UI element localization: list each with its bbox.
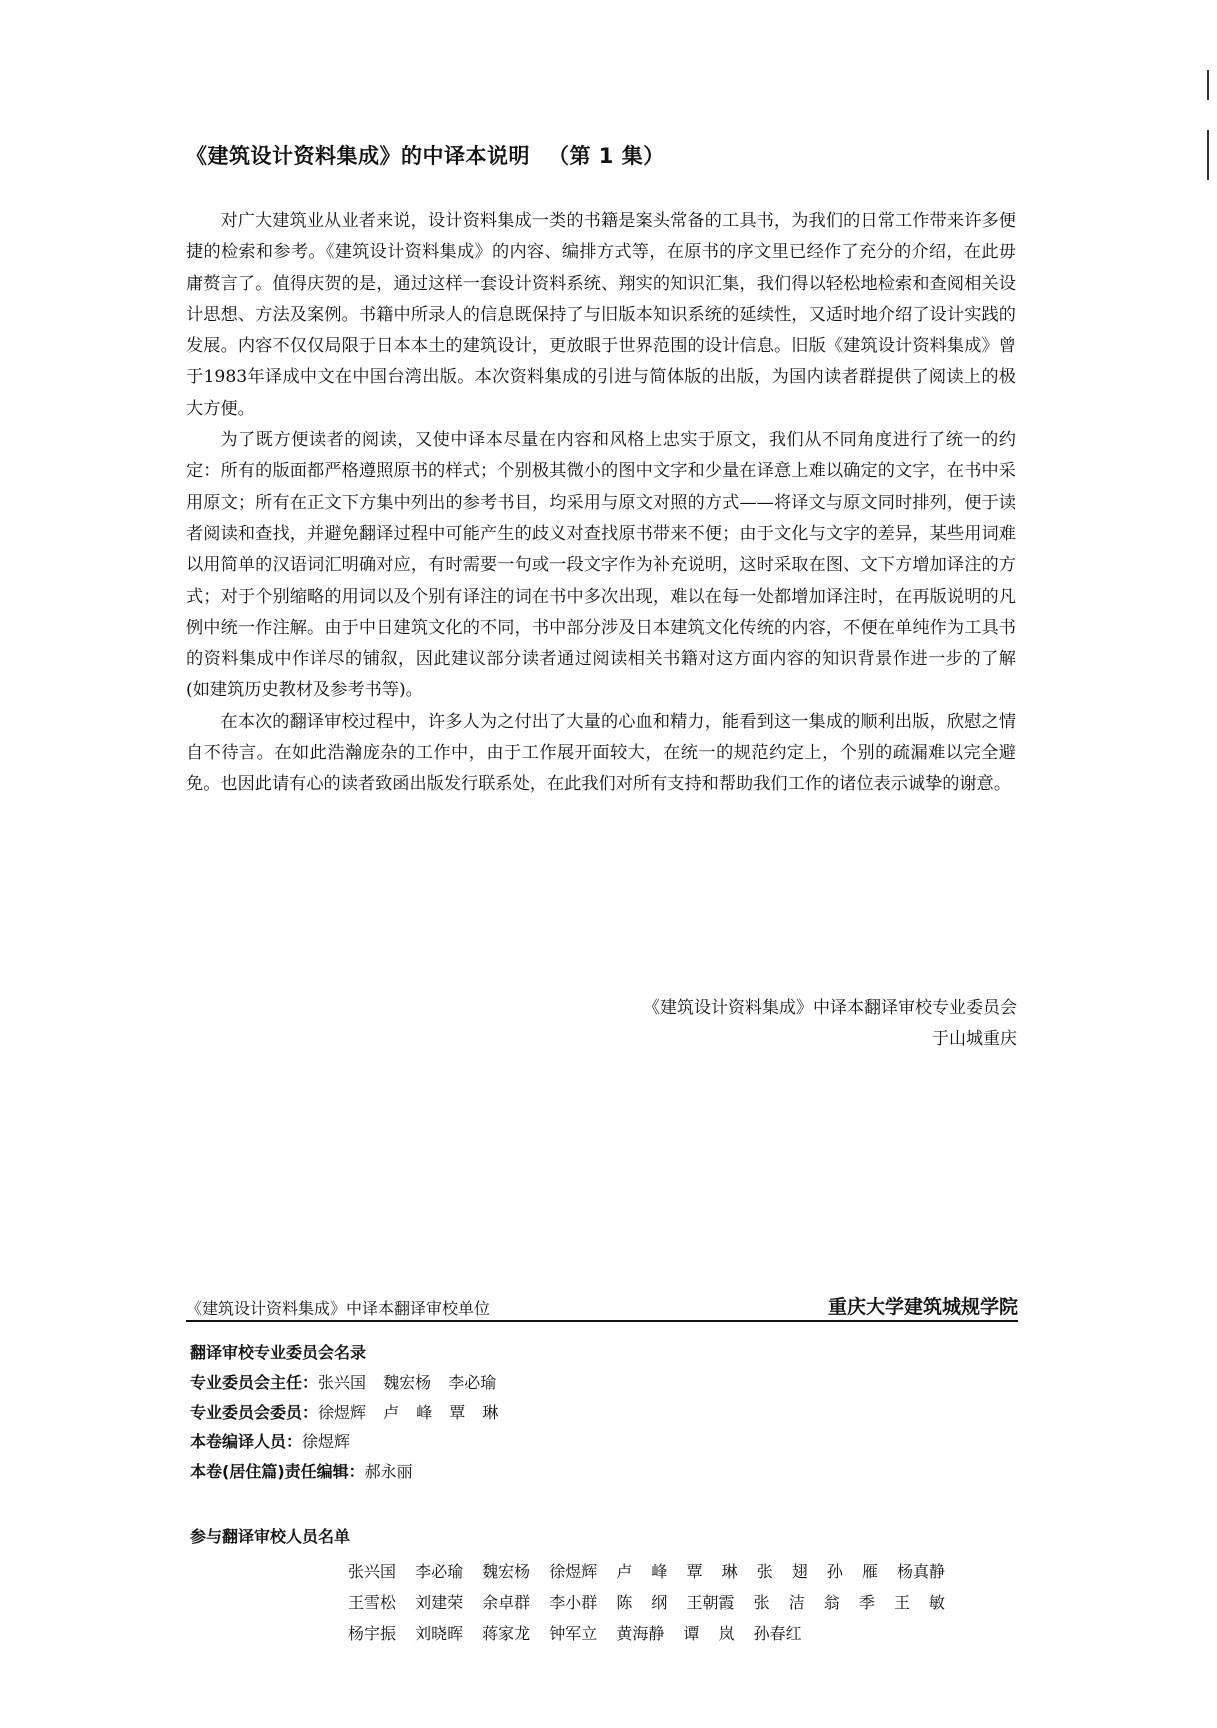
unit-name: 重庆大学建筑城规学院 bbox=[827, 1296, 1018, 1318]
names-line: 张兴国 李必瑜 魏宏杨 徐煜辉 卢 峰 覃 琳 张 翅 孙 雁 杨真静 bbox=[348, 1562, 946, 1581]
scan-edge-mark bbox=[1207, 70, 1209, 100]
row-label: 专业委员会主任： bbox=[190, 1373, 319, 1392]
row-label: 本卷(居住篇)责任编辑： bbox=[190, 1461, 365, 1481]
committee-row bbox=[190, 1427, 498, 1457]
row-value: 徐煜辉 bbox=[302, 1432, 351, 1451]
paragraph: 在本次的翻译审校过程中，许多人为之付出了大量的心血和精力，能看到这一集成的顺利出版，欣慰之情自不待言。在如此浩瀚庞杂的工作中，由于工作展开面较大，在统一的规范约定上，个别的疏漏难以完全避免。也因此请有心的读者致函出版发行联系处，在此我们对所有支持和帮助我们工作的诸位表示诚挚的谢意。 bbox=[186, 711, 1016, 795]
translation-unit-bar bbox=[186, 1292, 1018, 1322]
signature-committee: 《建筑设计资料集成》中译本翻译审校专业委员会 bbox=[643, 998, 1017, 1018]
title-volume: （第 1 集） bbox=[548, 144, 665, 168]
scan-edge-mark bbox=[1207, 130, 1209, 180]
row-value: 张兴国 魏宏杨 李必瑜 bbox=[318, 1373, 497, 1392]
title-main: 《建筑设计资料集成》的中译本说明 bbox=[186, 144, 530, 168]
body-text bbox=[186, 206, 1016, 801]
signature bbox=[643, 993, 1017, 1055]
signature-place: 于山城重庆 bbox=[932, 1029, 1017, 1049]
committee-heading: 翻译审校专业委员会名录 bbox=[190, 1343, 367, 1362]
names-line: 杨宇振 刘晓晖 蒋家龙 钟军立 黄海静 谭 岚 孙春红 bbox=[348, 1624, 802, 1643]
committee-row bbox=[190, 1457, 498, 1487]
row-label: 本卷编译人员： bbox=[190, 1432, 303, 1451]
paragraph: 为了既方便读者的阅读，又使中译本尽量在内容和风格上忠实于原文，我们从不同角度进行了统一的约定：所有的版面都严格遵照原书的样式；个别极其微小的图中文字和少量在译意上难以确定的文字，在书中采用原文；所有在正文下方集中列出的参考书目，均采用与原文对照的方式——将译文与原文同时排列，便于读者阅读和查找，并避免翻译过程中可能产生的歧义对查找原书带来不便；由于文化与文字的差异，某些用词难以用简单的汉语词汇明确对应，有时需要一句或一段文字作为补充说明，这时采取在图、文下方增加译注的方式；对于个别缩略的用词以及个别有译注的词在书中多次出现，难以在每一处都增加译注时，在再版说明的凡例中统一作注解。由于中日建筑文化的不同，书中部分涉及日本建筑文化传统的内容，不便在单纯作为工具书的资料集成中作详尽的铺叙，因此建议部分读者通过阅读相关书籍对这方面内容的知识背景作进一步的了解(如建筑历史教材及参考书等)。 bbox=[186, 430, 1016, 701]
participants-names bbox=[348, 1556, 945, 1649]
names-line: 王雪松 刘建荣 余卓群 李小群 陈 纲 王朝霞 张 洁 翁 季 王 敏 bbox=[348, 1593, 946, 1612]
paragraph: 对广大建筑业从业者来说，设计资料集成一类的书籍是案头常备的工具书，为我们的日常工作带来许多便捷的检索和参考。《建筑设计资料集成》的内容、编排方式等，在原书的序文里已经作了充分的介绍，在此毋庸赘言了。值得庆贺的是，通过这样一套设计资料系统、翔实的知识汇集，我们得以轻松地检索和查阅相关设计思想、方法及案例。书籍中所录人的信息既保持了与旧版本知识系统的延续性，又适时地介绍了设计实践的发展。内容不仅仅局限于日本本土的建筑设计，更放眼于世界范围的设计信息。旧版《建筑设计资料集成》曾于1983年译成中文在中国台湾出版。本次资料集成的引进与简体版的出版，为国内读者群提供了阅读上的极大方便。 bbox=[186, 211, 1016, 419]
committee-row bbox=[190, 1398, 498, 1428]
row-label: 专业委员会委员： bbox=[190, 1402, 319, 1422]
participants-list bbox=[190, 1522, 945, 1649]
unit-label: 《建筑设计资料集成》中译本翻译审校单位 bbox=[186, 1299, 491, 1318]
row-value: 郝永丽 bbox=[364, 1461, 413, 1481]
page-title bbox=[186, 140, 665, 170]
committee-row bbox=[190, 1368, 498, 1398]
row-value: 徐煜辉 卢 峰 覃 琳 bbox=[318, 1402, 499, 1422]
committee-list bbox=[190, 1338, 498, 1486]
participants-heading: 参与翻译审校人员名单 bbox=[190, 1527, 351, 1546]
